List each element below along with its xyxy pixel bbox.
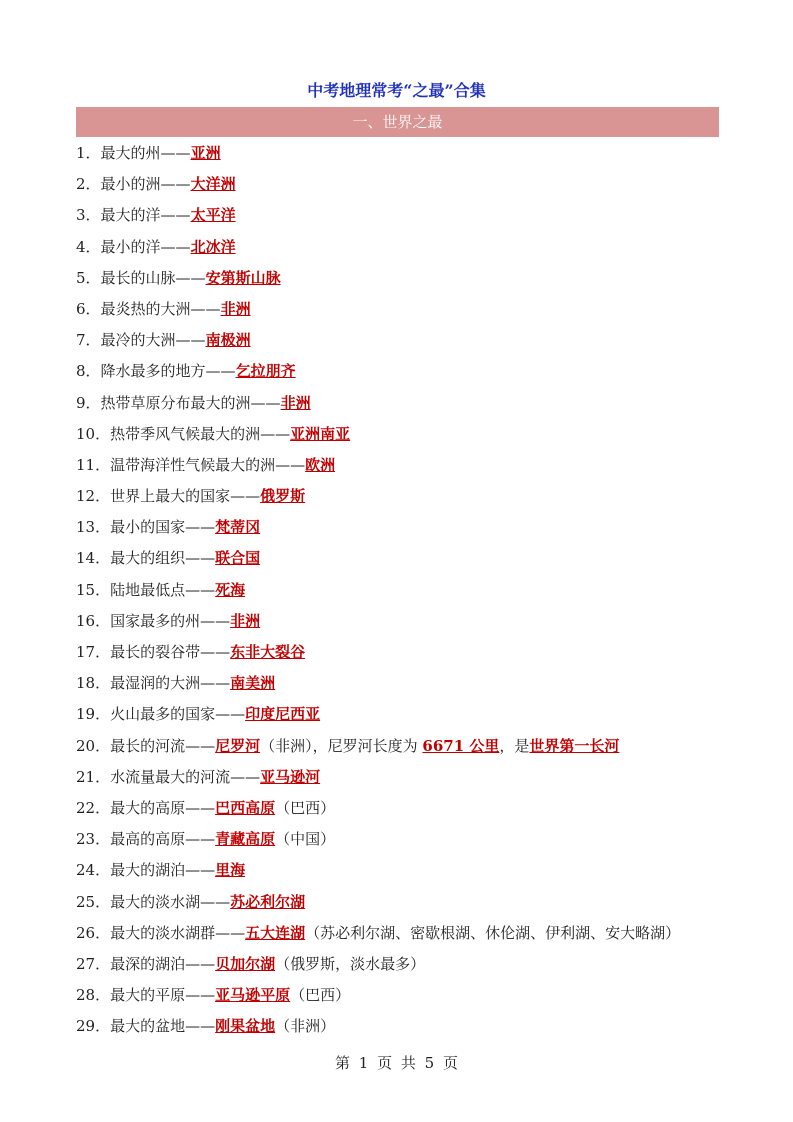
item-number: 3．: [76, 206, 101, 225]
item-question: 世界上最大的国家——: [110, 487, 261, 506]
item-answer: 乞拉朋齐: [235, 362, 296, 381]
item-number: 28．: [76, 986, 111, 1005]
item-question: 最大的组织——: [110, 549, 216, 568]
item-answer: 南美洲: [230, 674, 276, 693]
item-number: 27．: [76, 954, 111, 973]
list-item: [76, 512, 736, 543]
item-question: 水流量最大的河流——: [110, 767, 261, 786]
list-item: [76, 980, 736, 1011]
item-question: 火山最多的国家——: [110, 705, 246, 724]
item-question: 最大的淡水湖群——: [110, 923, 246, 942]
item-number: 6．: [76, 299, 101, 318]
item-question: 最长的裂谷带——: [110, 643, 231, 661]
item-question: 国家最多的州——: [110, 611, 231, 630]
item-number: 17．: [76, 643, 111, 661]
item-answer: 巴西高原: [215, 798, 276, 817]
list-item: [76, 918, 736, 949]
item-answer: 印度尼西亚: [245, 705, 321, 724]
list-item: [76, 887, 736, 918]
section-heading-world: 一、世界之最: [76, 107, 719, 137]
item-answer: 尼罗河: [215, 736, 261, 755]
list-item: [76, 699, 736, 730]
list-item: [76, 138, 736, 169]
item-number: 26．: [76, 923, 111, 942]
item-answer: 安第斯山脉: [205, 268, 281, 287]
list-item: [76, 637, 736, 668]
list-item: [76, 606, 736, 637]
item-note: （巴西）: [275, 798, 336, 817]
item-question: 降水最多的地方——: [100, 362, 236, 381]
document-title: 中考地理常考“之最”合集: [307, 81, 486, 100]
item-number: 11．: [76, 455, 111, 474]
item-answer: 梵蒂冈: [215, 518, 261, 537]
list-item: [76, 169, 736, 200]
item-number: 24．: [76, 861, 111, 880]
list-item: [76, 949, 736, 980]
item-question: 最长的山脉——: [100, 268, 206, 287]
item-note: （巴西）: [290, 986, 351, 1005]
list-item: [76, 232, 736, 263]
item-answer: 北冰洋: [190, 237, 236, 256]
item-answer: 东非大裂谷: [230, 643, 306, 661]
item-answer: 亚洲南亚: [290, 424, 351, 443]
item-answer: 死海: [215, 580, 246, 599]
item-number: 2．: [76, 175, 101, 194]
item-question: 最深的湖泊——: [110, 954, 216, 973]
item-question: 最小的洲——: [100, 175, 191, 194]
item-number: 8．: [76, 362, 101, 381]
item-answer: 贝加尔湖: [215, 954, 276, 973]
item-number: 25．: [76, 892, 111, 911]
list-item: [76, 1011, 736, 1042]
item-question: 最大的洋——: [100, 206, 191, 225]
item-question: 最高的高原——: [110, 830, 216, 849]
item-answer-extra: 6671 公里: [422, 736, 500, 755]
item-number: 15．: [76, 580, 111, 599]
item-question: 温带海洋性气候最大的洲——: [110, 455, 306, 474]
item-number: 16．: [76, 611, 111, 630]
item-question: 陆地最低点——: [110, 580, 216, 599]
list-item: [76, 294, 736, 325]
item-note: （中国）: [275, 830, 336, 849]
item-answer-extra: 世界第一长河: [529, 736, 620, 755]
item-number: 29．: [76, 1017, 111, 1036]
item-number: 7．: [76, 331, 101, 350]
item-question: 热带草原分布最大的洲——: [100, 393, 281, 412]
item-question: 热带季风气候最大的洲——: [110, 424, 291, 443]
item-answer: 亚马逊河: [260, 767, 321, 786]
item-note: （非洲）: [275, 1017, 336, 1036]
item-number: 9．: [76, 393, 101, 412]
item-answer: 俄罗斯: [260, 487, 306, 506]
list-item: [76, 200, 736, 231]
item-question: 最湿润的大洲——: [110, 674, 231, 693]
item-note: ，是: [499, 736, 530, 755]
item-answer: 里海: [215, 861, 246, 880]
list-item: [76, 450, 736, 481]
item-question: 最大的湖泊——: [110, 861, 216, 880]
item-number: 12．: [76, 487, 111, 506]
item-question: 最大的高原——: [110, 798, 216, 817]
list-item: [76, 855, 736, 886]
item-question: 最冷的大洲——: [100, 331, 206, 350]
item-number: 23．: [76, 830, 111, 849]
item-question: 最大的淡水湖——: [110, 892, 231, 911]
item-answer: 太平洋: [190, 206, 236, 225]
list-item: [76, 325, 736, 356]
item-answer: 青藏高原: [215, 830, 276, 849]
list-item: [76, 481, 736, 512]
item-number: 19．: [76, 705, 111, 724]
item-number: 4．: [76, 237, 101, 256]
item-question: 最炎热的大洲——: [100, 299, 221, 318]
item-answer: 亚洲: [190, 144, 221, 162]
list-item: [76, 824, 736, 855]
item-answer: 刚果盆地: [215, 1017, 276, 1036]
item-answer: 联合国: [215, 549, 261, 568]
list-item: [76, 419, 736, 450]
list-item: [76, 575, 736, 606]
item-note: （非洲），尼罗河长度为: [260, 736, 423, 755]
item-note: （俄罗斯，淡水最多）: [275, 954, 426, 973]
item-answer: 大洋洲: [190, 175, 236, 194]
item-answer: 欧洲: [305, 455, 336, 474]
item-question: 最大的盆地——: [110, 1017, 216, 1036]
item-number: 22．: [76, 798, 111, 817]
list-item: [76, 543, 736, 574]
fact-list: [76, 138, 736, 1042]
list-item: [76, 793, 736, 824]
item-answer: 五大连湖: [245, 923, 306, 942]
item-answer: 苏必利尔湖: [230, 892, 306, 911]
item-answer: 南极洲: [205, 331, 251, 350]
item-question: 最小的洋——: [100, 237, 191, 256]
list-item: [76, 731, 736, 762]
list-item: [76, 356, 736, 387]
item-answer: 非洲: [230, 611, 261, 630]
list-item: [76, 762, 736, 793]
item-number: 13．: [76, 518, 111, 537]
item-number: 1．: [76, 144, 101, 162]
item-answer: 非洲: [280, 393, 311, 412]
item-number: 14．: [76, 549, 111, 568]
item-answer: 亚马逊平原: [215, 986, 291, 1005]
item-note: （苏必利尔湖、密歇根湖、休伦湖、伊利湖、安大略湖）: [305, 923, 681, 942]
item-question: 最大的州——: [100, 144, 191, 162]
item-question: 最大的平原——: [110, 986, 216, 1005]
item-number: 5．: [76, 268, 101, 287]
list-item: [76, 388, 736, 419]
list-item: [76, 263, 736, 294]
item-answer: 非洲: [220, 299, 251, 318]
item-number: 18．: [76, 674, 111, 693]
item-number: 20．: [76, 736, 111, 755]
item-number: 10．: [76, 424, 111, 443]
item-question: 最长的河流——: [110, 736, 216, 755]
item-number: 21．: [76, 767, 111, 786]
page-footer: 第 1 页 共 5 页: [335, 1054, 458, 1072]
item-question: 最小的国家——: [110, 518, 216, 537]
list-item: [76, 668, 736, 699]
